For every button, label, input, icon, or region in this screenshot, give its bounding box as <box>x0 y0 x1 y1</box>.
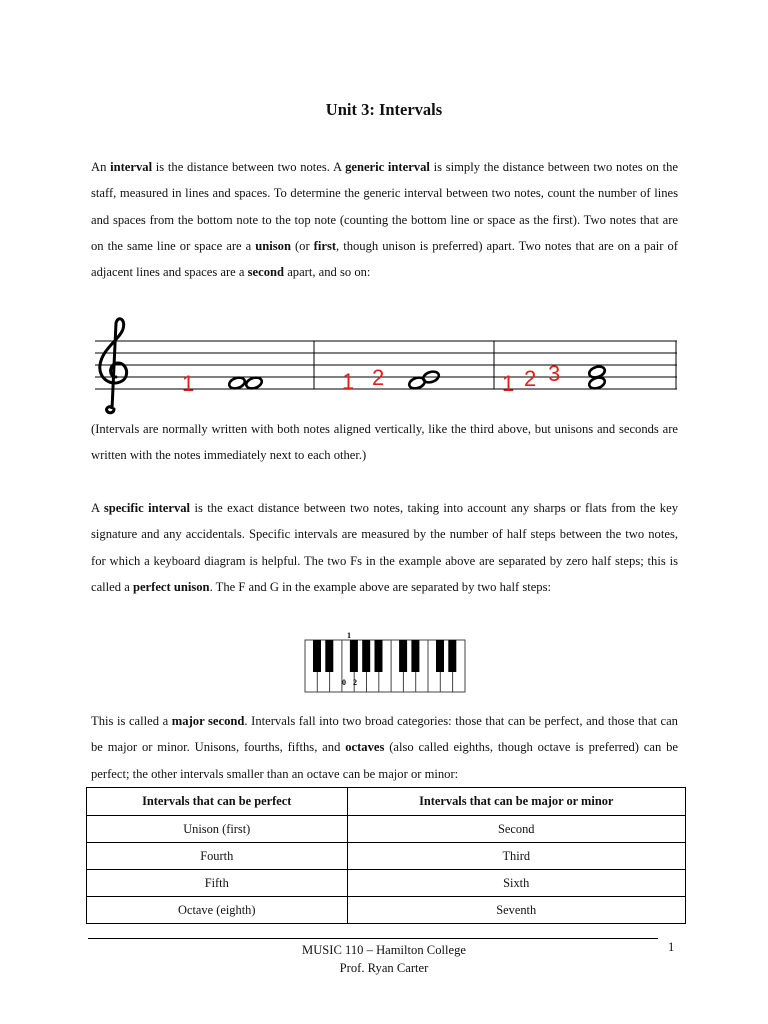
text-run: is simply the distance between two notes on the staff, measured in lines and spaces. To determine the generic interval between two notes, count the number of lines and spaces from the bottom note to the top note (counting the bottom line or space as the first). Two notes that are on the same line or space are a <box>91 160 678 253</box>
interval-number: 1 <box>342 369 355 394</box>
text-run: , though unison is preferred) apart. Two notes that are on a pair of adjacent lines and spaces are a <box>91 238 678 280</box>
page-title: Unit 3: Intervals <box>325 100 443 119</box>
bold-term: octaves <box>345 740 385 755</box>
table-cell: Octave (eighth) <box>87 897 348 924</box>
table-header-row <box>87 788 686 816</box>
text-run: This is called a <box>91 714 172 728</box>
page-number: 1 <box>668 940 675 954</box>
table-cell: Fourth <box>87 843 348 870</box>
page-footer <box>0 941 768 977</box>
keyboard-top-label: 1 <box>347 631 351 640</box>
bold-term: second <box>247 265 285 280</box>
paragraph-interval-categories <box>91 708 678 787</box>
table-row <box>87 897 686 924</box>
interval-categories-table <box>86 787 686 924</box>
text-run: (Intervals are normally written with both notes aligned vertically, like the third above, but unisons and seconds are written with the notes immediately next to each other.) <box>91 422 678 463</box>
text-run: apart, and so on: <box>284 265 371 280</box>
table-cell: Third <box>347 843 686 870</box>
text-run: A <box>91 501 104 515</box>
text-run: An <box>91 160 111 174</box>
text-run: . The F and G in the example above are separated by two half steps: <box>209 579 552 594</box>
bold-term: unison <box>255 238 291 253</box>
staff-example <box>90 305 682 415</box>
paragraph-generic-interval <box>91 154 678 285</box>
footer-course: MUSIC 110 – Hamilton College <box>302 943 466 957</box>
table-row <box>87 870 686 897</box>
table-cell: Sixth <box>347 870 686 897</box>
table-cell: Fifth <box>87 870 348 897</box>
interval-number: 2 <box>372 365 385 390</box>
table-header: Intervals that can be perfect <box>87 788 348 816</box>
bold-term: major second <box>171 714 245 728</box>
footer-author: Prof. Ryan Carter <box>339 961 429 975</box>
table-cell: Second <box>347 816 686 843</box>
keyboard-key-label: 2 <box>353 678 357 687</box>
bold-term: specific interval <box>103 501 191 515</box>
table-row <box>87 843 686 870</box>
text-run: is the distance between two notes. A <box>152 160 346 174</box>
interval-number: 2 <box>524 366 537 391</box>
bold-term: first <box>313 238 337 253</box>
bold-term: interval <box>110 160 153 174</box>
treble-clef-icon <box>100 319 127 413</box>
text-run: . Intervals fall into two broad categories: those that can be perfect, and those that can be major or minor. Unisons, fourths, fifths, and <box>91 714 678 755</box>
text-run: (also called eighths, though octave is preferred) can be perfect; the other intervals smaller than an octave can be major or minor: <box>91 740 678 781</box>
table-row <box>87 816 686 843</box>
interval-number: 3 <box>548 361 561 386</box>
interval-number: 1 <box>502 371 515 396</box>
keyboard-key-label: 0 <box>342 678 346 687</box>
footer-divider <box>88 938 658 939</box>
text-run: is the exact distance between two notes, taking into account any sharps or flats from the key signature and any accidentals. Specific intervals are measured by the number of half steps between the two notes, for which a keyboard diagram is helpful. The two Fs in the example above are separated by zero half steps; this is called a <box>91 501 678 594</box>
interval-number: 1 <box>182 371 195 396</box>
text-run: (or <box>290 238 314 253</box>
bold-term: perfect unison <box>132 579 210 594</box>
table-cell: Seventh <box>347 897 686 924</box>
paragraph-specific-interval <box>91 495 678 600</box>
table-cell: Unison (first) <box>87 816 348 843</box>
bold-term: generic interval <box>345 160 430 174</box>
paragraph-note-alignment <box>91 416 678 469</box>
table-header: Intervals that can be major or minor <box>347 788 686 816</box>
keyboard-diagram <box>302 630 466 694</box>
